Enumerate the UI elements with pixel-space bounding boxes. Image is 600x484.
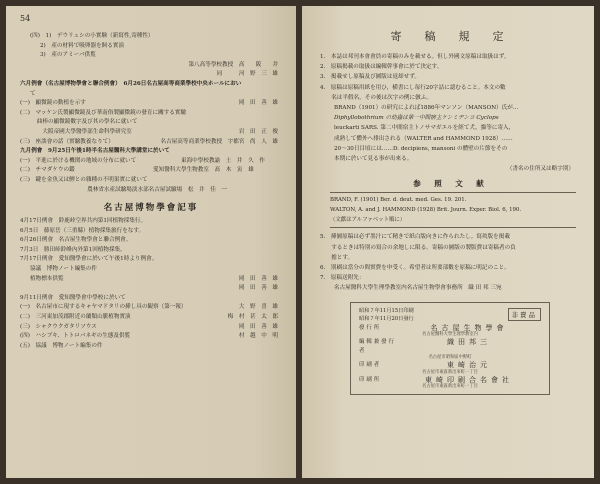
june-item-2: (二) マッケン氏製顯微鏡及び華南俗製顯微鏡の發育に關する實驗 — [20, 109, 187, 116]
sept-item-3-presenter: 農林省水產試驗場淡水部名古屋試驗場 松 井 佳 一 — [20, 186, 227, 193]
top-item-2: 2) 產の材料で吸卵器を飼る實演 — [40, 42, 125, 49]
right-page — [302, 6, 594, 478]
example-block — [320, 103, 580, 174]
contribution-rules-title: 寄 稿 規 定 — [390, 30, 510, 43]
example-line-3: leuckarti SARS. 第二中間宿主トノサマガエルを經て犬，貓等に寄入， — [334, 125, 515, 132]
sept-item-2: (二) チマダケウの鑑 愛知醫科大學生物教室 髙 木 寅 雄 — [20, 167, 254, 174]
print-date: 昭和７年11月15日印刷 — [359, 307, 414, 314]
sept-item-1: (一) 平進に於ける機関の地域の分布に就いて 東海中學校教諭 土 井 久 作 — [20, 157, 265, 164]
nagoya-item-1: 4月17日例會 鈴鹿峠空界共内第1回植物採集行。 — [20, 218, 147, 225]
top-item-block — [20, 32, 282, 80]
left-page — [6, 6, 296, 478]
top-presenter-2: 同 河 野 三 雄 — [216, 71, 278, 78]
rule-5: 5. 挿圖原稿は必ず墨汁にて精きで紙白版向きに作られたし。寫眞版を掲載 — [320, 234, 510, 241]
top-item-3: 3) 產のアミーバ供覧 — [40, 52, 96, 59]
june-meeting-header: 六月例會（名古屋博物學會と聯合例會） 6月26日名古屋高等商業學校中央ホールにおい — [20, 80, 242, 87]
oct-item-4: (四) ハシブキ、トトロバネギの生態及供覧 村 越 中 明 — [20, 333, 278, 340]
colophon-addr-publisher: 名古屋醫科大學生理學教室内 — [422, 332, 478, 338]
example-line-1: BRAND（1901）の研究によれば1886年マンソン（MANSON）氏が… — [334, 105, 519, 112]
nagoya-item-4: 7月3日 勝田峠鈴峰內外第1回植物採集。 — [20, 246, 126, 253]
june-item-1: (一) 顯微鏡の動植を示す 岡 田 善 雄 — [20, 100, 278, 107]
rule-1: 1. 本誌は邦刊本會會員の寄稿のみを載せる。但し外國文原稿は取扱はず。 — [320, 54, 510, 60]
rules-list-2 — [320, 232, 580, 293]
nagoya-items — [20, 217, 282, 294]
reference-note: （文獻はアルファベット順に） — [330, 217, 406, 224]
example-note: （書名の住所又は略字別） — [506, 166, 574, 173]
june-item-4: 大阪帝國大學醫學部生命科學研究室 岩 田 正 俊 — [20, 128, 278, 135]
colophon-row-editor: 編輯兼發行者 織田邦三 — [359, 338, 491, 354]
reference-2: WALTON, A. and J. HAMMOND (1928) Brit. Journ. Exper. Biol. 6, 190. — [330, 207, 522, 214]
top-item-1: (四) 1) デウリュシの小實験（新寫性,寄種性） — [30, 33, 154, 39]
oct-meeting-header: 9月11日例會 愛知醫學會中學校に於いて — [20, 294, 126, 301]
oct-item-3: (三) シャクウクガタリソウス 岡 田 善 雄 — [20, 323, 278, 330]
nagoya-item-6: 協議 博物ノート編集の件 — [30, 266, 97, 273]
rule-2: 2. 原稿掲載の取扱は編輯幹事會に於て決定す。 — [320, 64, 443, 71]
rule-7: 7. 原稿送附先： — [320, 275, 365, 282]
top-presenter-1: 第八高等學校教授 高 阪 井 — [188, 61, 278, 68]
rule-5-cont-2: 擔とす。 — [320, 254, 354, 261]
rule-3: 3. 掲載せし原稿及び圖版は返却せず。 — [320, 74, 420, 81]
colophon-addr-editor: 名古屋市昭和區中野町 — [428, 355, 472, 361]
june-meeting-header-cont: て — [30, 90, 36, 97]
section-title: 名古屋博物學會記事 — [103, 203, 199, 214]
colophon-header — [359, 307, 541, 323]
colophon-addr-printer: 名古屋市東區新出來町一丁目 — [422, 369, 478, 375]
oct-meeting-block — [20, 294, 282, 352]
page-number: 54 — [20, 14, 31, 23]
example-line-6: 本期に於いて見る事が出來る。 — [334, 156, 413, 163]
oct-item-5: (五) 協議 博物ノート編集の件 — [20, 342, 103, 349]
colophon-row-print-shop: 印刷所 東崎印刷合名會社 — [359, 375, 513, 384]
example-line-4: 成熟して體外へ排出される（WALTER and HAMMOND 1928）…… — [334, 135, 513, 142]
colophon-addr-print-shop: 名古屋市東區新出來町一丁目 — [422, 384, 478, 390]
publish-date: 昭和７年11月20日發行 — [359, 315, 414, 322]
june-item-5: (三) 座談會の話（實驗教養なりて） 名古屋高等商業學校教授 宇都宮 尚 人 雄 — [20, 138, 278, 145]
exhibit-row: 植物標本供覧 岡 田 善 雄 — [30, 275, 278, 282]
rule-4-cont: 名は半假名，その後は次字の例に倣ふ。 — [320, 94, 432, 101]
rule-5-cont-1: するときは特別の寫合の余地しに限る。寄稿の圖版の製版費は寄稿者の負 — [320, 244, 516, 251]
nagoya-item-3: 6月26日例會 名古屋生物學會と聯合例會。 — [20, 237, 132, 244]
sept-meeting-block — [20, 147, 282, 195]
send-address: 名古屋醫科大學生理學教室内名古屋生物學會事務所 織 田 邦 三宛 — [334, 285, 502, 292]
oct-item-1: (一) 名古屋市に現するキャヤマドタリの挿し具の観察（第一報） 大 野 喜 雄 — [20, 304, 278, 311]
references-box — [330, 192, 576, 228]
rule-6: 6. 別刷は當分の間實費を申受く。希望者は所要部數を原稿に明記のこと。 — [320, 265, 510, 272]
nagoya-item-2: 6月5日 藤原岳（三重縣）植物採集旅行をなす。 — [20, 227, 145, 234]
sept-meeting-header: 九月例會 9月25日午後1時半名古屋醫科大學講堂に於いて — [20, 148, 170, 155]
rule-4: 4. 原稿は原稿用紙を用ひ，横書にし毎行20字詰に認むること。本文の數 — [320, 84, 506, 91]
june-item-3: 曲棒の顯微鏡數字及び其の學名に就いて — [20, 119, 138, 126]
oct-item-2: (二) 三河東加茂郡附近の蘭類山脈植物實演 梅 村 甚 太 郎 — [20, 314, 278, 321]
exhibit-row-2: 岡 田 善 雄 — [238, 285, 278, 292]
colophon-row-publisher: 發行所 名古屋生物學會 — [359, 323, 508, 332]
colophon-row-printer: 印刷者 東崎治元 — [359, 361, 491, 370]
example-line-2: Diphyllobothrium の幼蟲は第一中間宿主ケンミヂンコ Cyclops — [334, 115, 499, 122]
nagoya-item-5: 7月17日例會 愛知醫學會に於いて午後1時より例會。 — [20, 256, 158, 263]
sept-item-3: (三) 鍵を金魚又は鯉との雜種の不明果實に就いて — [20, 176, 148, 183]
june-meeting-block — [20, 80, 282, 147]
references-title: 参 照 文 献 — [413, 179, 487, 189]
rules-list — [320, 52, 580, 103]
colophon-box — [350, 302, 550, 395]
not-for-sale-label: 非賣品 — [508, 308, 542, 321]
example-line-5: 20〜30日目頃には……D. decipiens, mansoni の體壁の片節をその — [334, 145, 508, 152]
reference-1: BRAND, F. (1901) Ber. d. deut. med. Ges. 19. 201. — [330, 197, 467, 204]
